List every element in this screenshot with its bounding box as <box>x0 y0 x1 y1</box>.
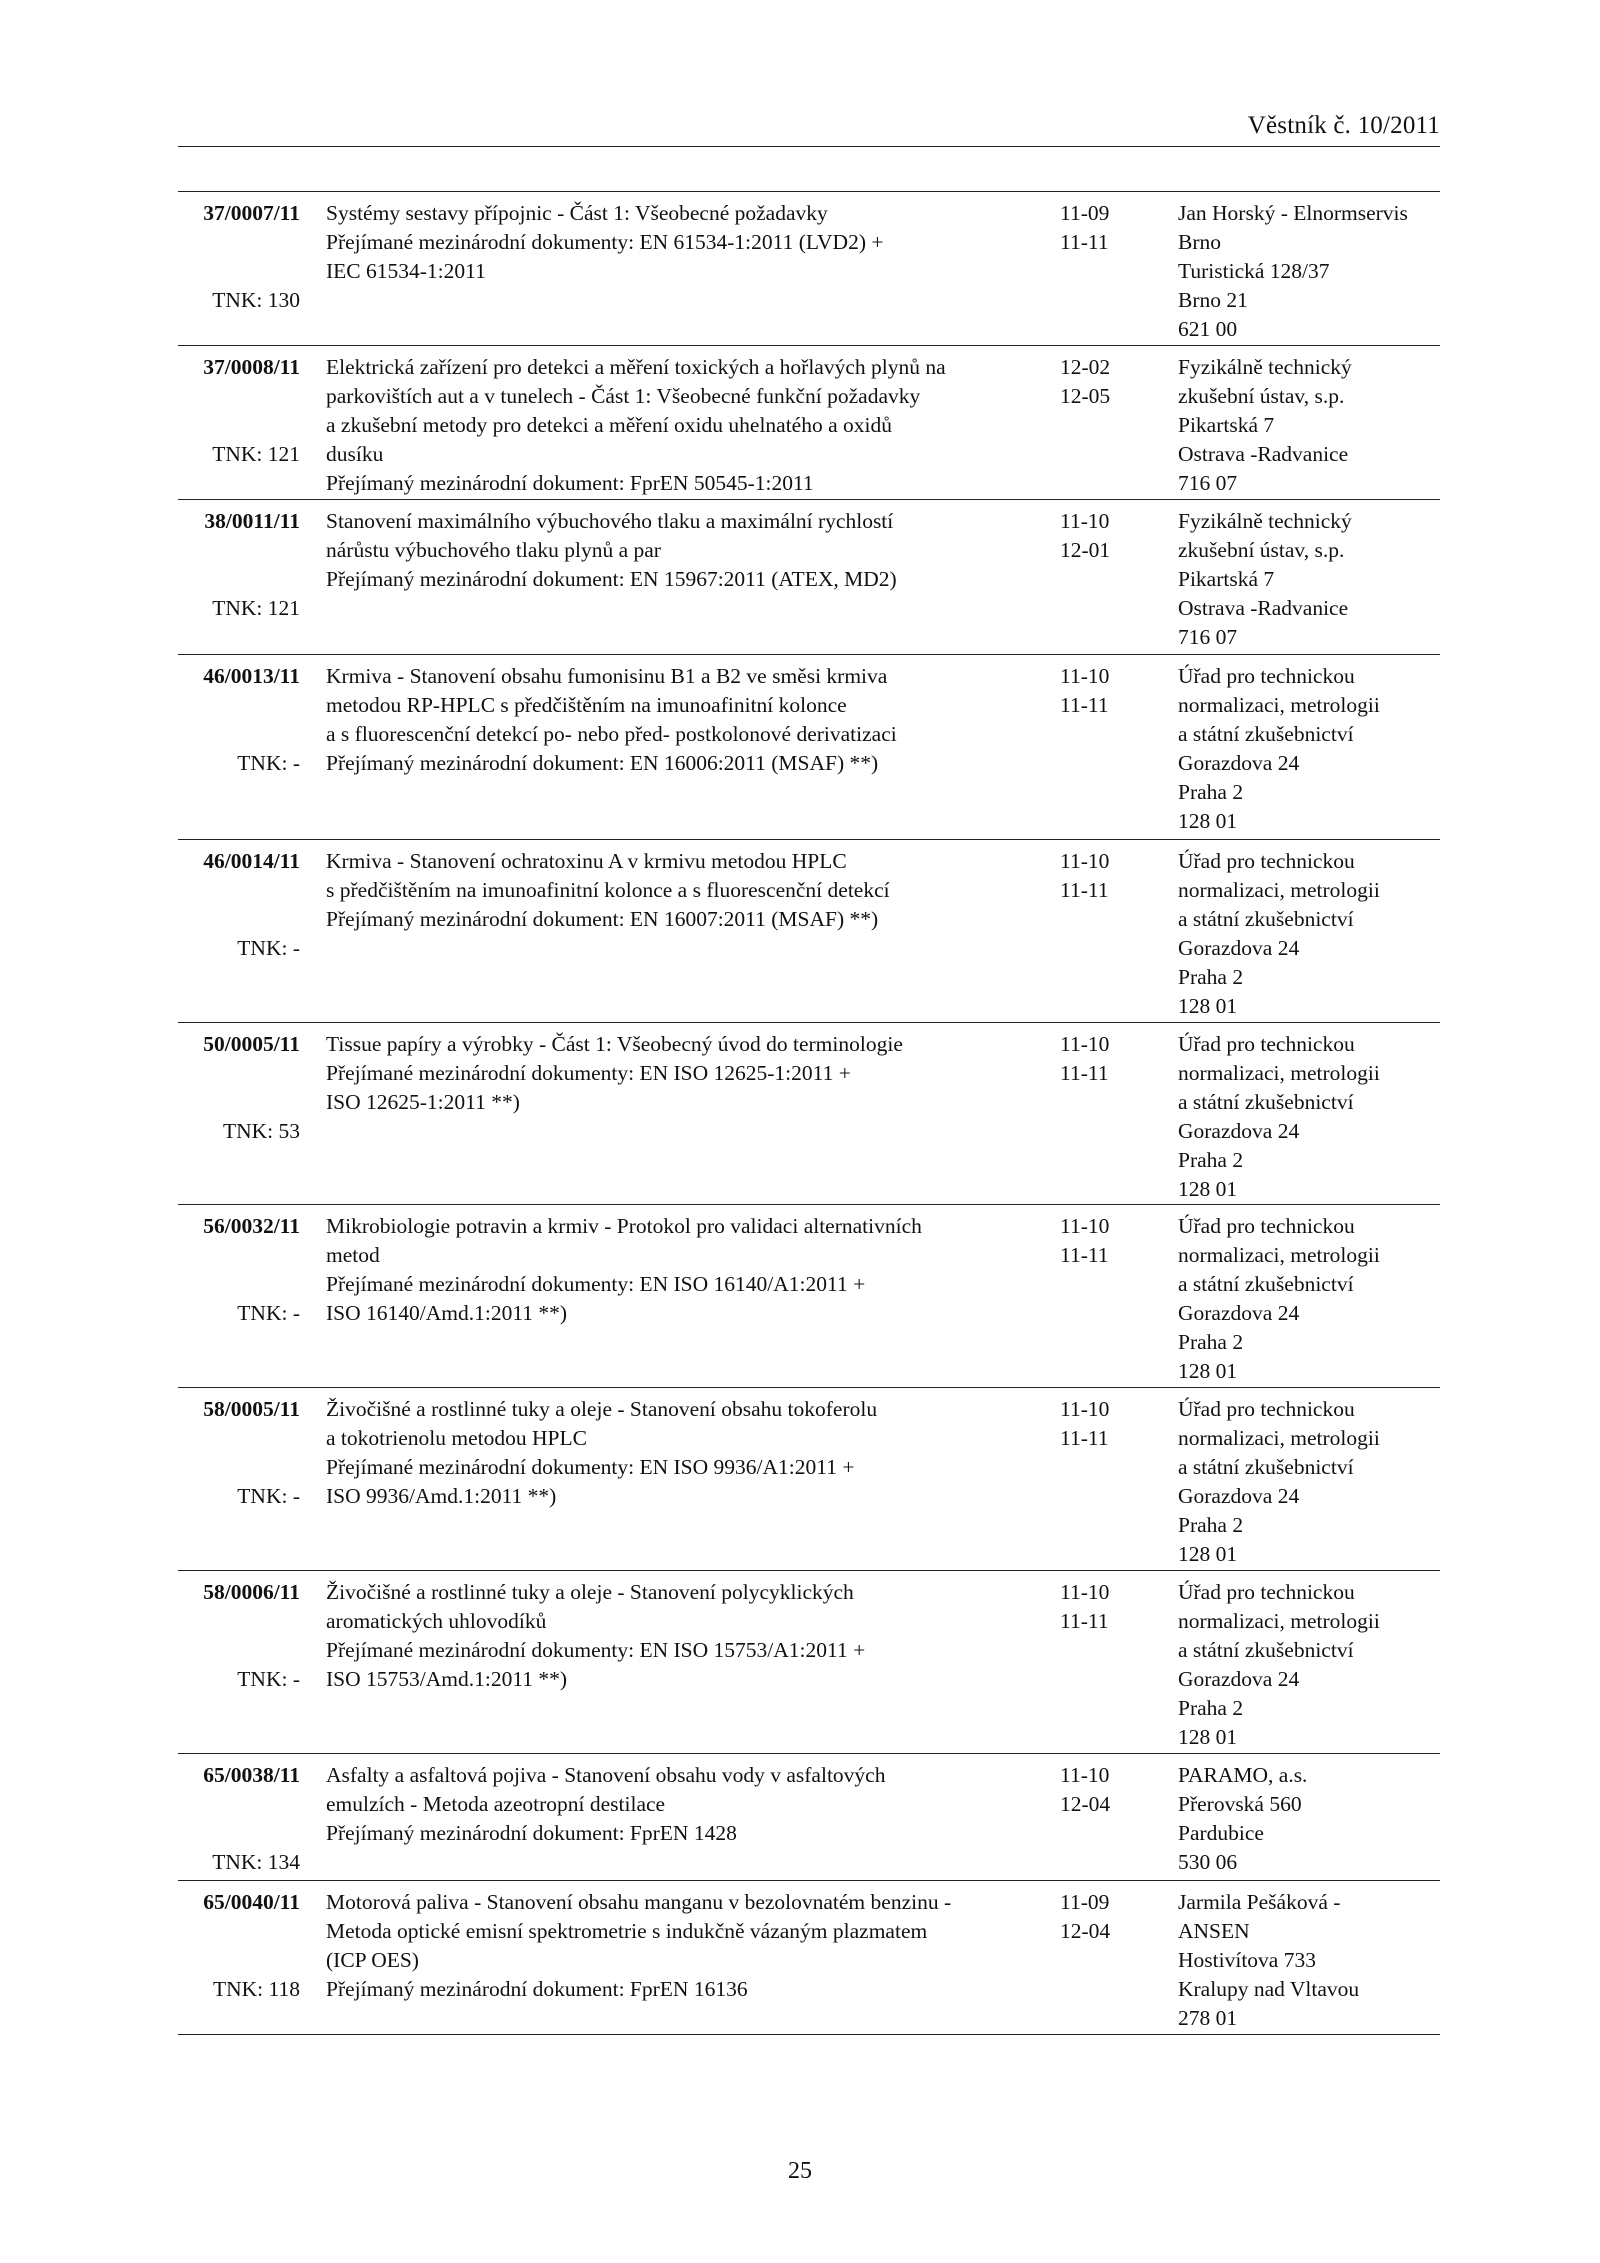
dates-cell <box>1060 662 1140 720</box>
tnk-label: TNK: - <box>237 936 300 960</box>
journal-title: Věstník č. 10/2011 <box>1247 112 1440 139</box>
title-line: Přejímaný mezinárodní dokument: FprEN 16136 <box>326 1977 748 2001</box>
address-line: Kralupy nad Vltavou <box>1178 1977 1360 2001</box>
address-line: 128 01 <box>1178 1177 1238 1201</box>
processor-address-cell <box>1178 1761 1440 1877</box>
dates-cell <box>1060 847 1140 905</box>
address-line: Praha 2 <box>1178 965 1244 989</box>
title-line: Přejímané mezinárodní dokumenty: EN 61534-1:2011 (LVD2) + <box>326 230 884 254</box>
date-line: 11-11 <box>1060 693 1109 717</box>
tnk-label: TNK: 121 <box>212 596 300 620</box>
title-line: IEC 61534-1:2011 <box>326 259 486 283</box>
table-row <box>178 1754 1440 1881</box>
address-line: 128 01 <box>1178 994 1238 1018</box>
tnk-label: TNK: 53 <box>222 1119 300 1143</box>
title-line: Krmiva - Stanovení ochratoxinu A v krmivu metodou HPLC <box>326 849 847 873</box>
address-line: normalizaci, metrologii <box>1178 878 1380 902</box>
record-number: 37/0007/11 <box>203 201 300 225</box>
table-row <box>178 500 1440 655</box>
address-line: Pikartská 7 <box>1178 567 1275 591</box>
address-line: Gorazdova 24 <box>1178 936 1300 960</box>
table-row <box>178 840 1440 1023</box>
address-line: Úřad pro technickou <box>1178 664 1355 688</box>
title-line: Metoda optické emisní spektrometrie s indukčně vázaným plazmatem <box>326 1919 928 1943</box>
date-line: 11-11 <box>1060 1426 1109 1450</box>
date-line: 11-11 <box>1060 1609 1109 1633</box>
title-line: Elektrická zařízení pro detekci a měření toxických a hořlavých plynů na <box>326 355 946 379</box>
title-line: metod <box>326 1243 380 1267</box>
address-line: Jan Horský - Elnormservis <box>1178 201 1408 225</box>
processor-address-cell <box>1178 507 1440 652</box>
address-line: ANSEN <box>1178 1919 1250 1943</box>
tnk-label: TNK: - <box>237 1301 300 1325</box>
date-line: 11-10 <box>1060 1580 1110 1604</box>
address-line: 621 00 <box>1178 317 1238 341</box>
record-id-cell <box>178 1030 300 1143</box>
record-number: 56/0032/11 <box>203 1214 300 1238</box>
title-line: Přejímané mezinárodní dokumenty: EN ISO 16140/A1:2011 + <box>326 1272 866 1296</box>
table-row <box>178 346 1440 500</box>
title-line: Přejímané mezinárodní dokumenty: EN ISO 12625-1:2011 + <box>326 1061 851 1085</box>
address-line: Gorazdova 24 <box>1178 1119 1300 1143</box>
address-line: Turistická 128/37 <box>1178 259 1330 283</box>
record-id-cell <box>178 1761 300 1874</box>
dates-cell <box>1060 1212 1140 1270</box>
date-line: 11-11 <box>1060 230 1109 254</box>
title-line: s předčištěním na imunoafinitní kolonce a s fluorescenční detekcí <box>326 878 890 902</box>
address-line: Úřad pro technickou <box>1178 1580 1355 1604</box>
processor-address-cell <box>1178 847 1440 1021</box>
title-line: ISO 16140/Amd.1:2011 **) <box>326 1301 568 1325</box>
record-id-cell <box>178 1888 300 2001</box>
processor-address-cell <box>1178 1888 1440 2033</box>
processor-address-cell <box>1178 1030 1440 1204</box>
title-line: a zkušební metody pro detekci a měření oxidu uhelnatého a oxidů <box>326 413 892 437</box>
address-line: Ostrava -Radvanice <box>1178 596 1349 620</box>
processor-address-cell <box>1178 353 1440 498</box>
title-line: ISO 12625-1:2011 **) <box>326 1090 520 1114</box>
address-line: Pardubice <box>1178 1821 1264 1845</box>
dates-cell <box>1060 1761 1140 1819</box>
address-line: 128 01 <box>1178 809 1238 833</box>
title-line: Motorová paliva - Stanovení obsahu manganu v bezolovnatém benzinu - <box>326 1890 952 1914</box>
title-line: emulzích - Metoda azeotropní destilace <box>326 1792 666 1816</box>
tnk-label: TNK: - <box>237 1667 300 1691</box>
date-line: 12-04 <box>1060 1792 1111 1816</box>
address-line: a státní zkušebnictví <box>1178 1638 1354 1662</box>
record-number: 37/0008/11 <box>203 355 300 379</box>
date-line: 11-10 <box>1060 1032 1110 1056</box>
date-line: 12-04 <box>1060 1919 1111 1943</box>
date-line: 11-11 <box>1060 1243 1109 1267</box>
processor-address-cell <box>1178 662 1440 836</box>
address-line: zkušební ústav, s.p. <box>1178 384 1345 408</box>
table-row <box>178 655 1440 840</box>
title-line: Krmiva - Stanovení obsahu fumonisinu B1 a B2 ve směsi krmiva <box>326 664 888 688</box>
address-line: 128 01 <box>1178 1359 1238 1383</box>
processor-address-cell <box>1178 199 1440 344</box>
address-line: Gorazdova 24 <box>1178 1484 1300 1508</box>
address-line: Praha 2 <box>1178 1148 1244 1172</box>
address-line: Fyzikálně technický <box>1178 509 1352 533</box>
date-line: 11-11 <box>1060 1061 1109 1085</box>
record-id-cell <box>178 507 300 620</box>
date-line: 11-10 <box>1060 1397 1110 1421</box>
tnk-label: TNK: 118 <box>213 1977 300 2001</box>
table-row <box>178 192 1440 346</box>
record-number: 65/0040/11 <box>203 1890 300 1914</box>
address-line: normalizaci, metrologii <box>1178 693 1380 717</box>
title-line: Asfalty a asfaltová pojiva - Stanovení obsahu vody v asfaltových <box>326 1763 886 1787</box>
record-number: 50/0005/11 <box>203 1032 300 1056</box>
address-line: 128 01 <box>1178 1542 1238 1566</box>
table-row <box>178 1023 1440 1205</box>
dates-cell <box>1060 1030 1140 1088</box>
address-line: PARAMO, a.s. <box>1178 1763 1308 1787</box>
processor-address-cell <box>1178 1395 1440 1569</box>
address-line: Úřad pro technickou <box>1178 1032 1355 1056</box>
record-number: 65/0038/11 <box>203 1763 300 1787</box>
address-line: Gorazdova 24 <box>1178 1301 1300 1325</box>
record-number: 46/0013/11 <box>203 664 300 688</box>
dates-cell <box>1060 1888 1140 1946</box>
record-id-cell <box>178 662 300 775</box>
title-line: a tokotrienolu metodou HPLC <box>326 1426 587 1450</box>
processor-address-cell <box>1178 1578 1440 1752</box>
address-line: Úřad pro technickou <box>1178 1214 1355 1238</box>
tnk-label: TNK: - <box>237 1484 300 1508</box>
address-line: 278 01 <box>1178 2006 1238 2030</box>
title-line: Živočišné a rostlinné tuky a oleje - Stanovení obsahu tokoferolu <box>326 1397 878 1421</box>
title-line: Přejímaný mezinárodní dokument: EN 15967:2011 (ATEX, MD2) <box>326 567 897 591</box>
date-line: 11-09 <box>1060 1890 1110 1914</box>
dates-cell <box>1060 1578 1140 1636</box>
date-line: 11-10 <box>1060 509 1110 533</box>
title-line: Živočišné a rostlinné tuky a oleje - Stanovení polycyklických <box>326 1580 854 1604</box>
title-line: Přejímaný mezinárodní dokument: EN 16007:2011 (MSAF) **) <box>326 907 879 931</box>
title-line: Tissue papíry a výrobky - Část 1: Všeobecný úvod do terminologie <box>326 1032 903 1056</box>
tnk-label: TNK: 130 <box>212 288 300 312</box>
date-line: 12-01 <box>1060 538 1111 562</box>
record-number: 46/0014/11 <box>203 849 300 873</box>
address-line: Pikartská 7 <box>1178 413 1275 437</box>
address-line: a státní zkušebnictví <box>1178 1272 1354 1296</box>
record-id-cell <box>178 1395 300 1508</box>
record-id-cell <box>178 199 300 312</box>
table-row <box>178 1205 1440 1388</box>
address-line: a státní zkušebnictví <box>1178 1455 1354 1479</box>
title-line: Přejímaný mezinárodní dokument: EN 16006:2011 (MSAF) **) <box>326 751 879 775</box>
record-number: 58/0005/11 <box>203 1397 300 1421</box>
dates-cell <box>1060 199 1140 257</box>
address-line: Gorazdova 24 <box>1178 1667 1300 1691</box>
title-line: aromatických uhlovodíků <box>326 1609 547 1633</box>
address-line: 128 01 <box>1178 1725 1238 1749</box>
tnk-label: TNK: - <box>237 751 300 775</box>
tnk-label: TNK: 121 <box>212 442 300 466</box>
title-line: ISO 9936/Amd.1:2011 **) <box>326 1484 557 1508</box>
record-id-cell <box>178 1212 300 1325</box>
title-line: a s fluorescenční detekcí po- nebo před- postkolonové derivatizaci <box>326 722 897 746</box>
address-line: 530 06 <box>1178 1850 1238 1874</box>
title-line: Mikrobiologie potravin a krmiv - Protokol pro validaci alternativních <box>326 1214 922 1238</box>
dates-cell <box>1060 353 1140 411</box>
address-line: a státní zkušebnictví <box>1178 722 1354 746</box>
date-line: 11-10 <box>1060 1763 1110 1787</box>
address-line: normalizaci, metrologii <box>1178 1426 1380 1450</box>
title-line: (ICP OES) <box>326 1948 419 1972</box>
title-line: ISO 15753/Amd.1:2011 **) <box>326 1667 568 1691</box>
address-line: Praha 2 <box>1178 1513 1244 1537</box>
address-line: Gorazdova 24 <box>1178 751 1300 775</box>
page-number: 25 <box>788 2158 812 2184</box>
address-line: 716 07 <box>1178 471 1238 495</box>
standards-table <box>178 191 1440 2035</box>
title-line: Stanovení maximálního výbuchového tlaku a maximální rychlostí <box>326 509 894 533</box>
address-line: Úřad pro technickou <box>1178 849 1355 873</box>
dates-cell <box>1060 1395 1140 1453</box>
address-line: a státní zkušebnictví <box>1178 1090 1354 1114</box>
address-line: Praha 2 <box>1178 1696 1244 1720</box>
address-line: Přerovská 560 <box>1178 1792 1302 1816</box>
date-line: 11-10 <box>1060 1214 1110 1238</box>
tnk-label: TNK: 134 <box>212 1850 300 1874</box>
address-line: normalizaci, metrologii <box>1178 1243 1380 1267</box>
title-line: Přejímaný mezinárodní dokument: FprEN 1428 <box>326 1821 737 1845</box>
title-line: nárůstu výbuchového tlaku plynů a par <box>326 538 661 562</box>
date-line: 12-02 <box>1060 355 1111 379</box>
record-id-cell <box>178 1578 300 1691</box>
dates-cell <box>1060 507 1140 565</box>
address-line: 716 07 <box>1178 625 1238 649</box>
processor-address-cell <box>1178 1212 1440 1386</box>
address-line: Brno 21 <box>1178 288 1248 312</box>
address-line: Praha 2 <box>1178 1330 1244 1354</box>
title-line: dusíku <box>326 442 384 466</box>
address-line: Ostrava -Radvanice <box>1178 442 1349 466</box>
address-line: normalizaci, metrologii <box>1178 1609 1380 1633</box>
record-number: 58/0006/11 <box>203 1580 300 1604</box>
title-line: Systémy sestavy přípojnic - Část 1: Všeobecné požadavky <box>326 201 828 225</box>
date-line: 11-10 <box>1060 664 1110 688</box>
record-id-cell <box>178 353 300 466</box>
title-line: Přejímané mezinárodní dokumenty: EN ISO 9936/A1:2011 + <box>326 1455 855 1479</box>
date-line: 11-10 <box>1060 849 1110 873</box>
title-line: Přejímané mezinárodní dokumenty: EN ISO 15753/A1:2011 + <box>326 1638 866 1662</box>
address-line: Hostivítova 733 <box>1178 1948 1316 1972</box>
record-id-cell <box>178 847 300 960</box>
title-line: metodou RP-HPLC s předčištěním na imunoafinitní kolonce <box>326 693 847 717</box>
address-line: Fyzikálně technický <box>1178 355 1352 379</box>
record-number: 38/0011/11 <box>204 509 300 533</box>
address-line: Jarmila Pešáková - <box>1178 1890 1341 1914</box>
table-row <box>178 1388 1440 1571</box>
date-line: 11-09 <box>1060 201 1110 225</box>
address-line: zkušební ústav, s.p. <box>1178 538 1345 562</box>
date-line: 11-11 <box>1060 878 1109 902</box>
table-row <box>178 1881 1440 2035</box>
address-line: a státní zkušebnictví <box>1178 907 1354 931</box>
title-line: Přejímaný mezinárodní dokument: FprEN 50545-1:2011 <box>326 471 814 495</box>
title-line: parkovištích aut a v tunelech - Část 1: Všeobecné funkční požadavky <box>326 384 921 408</box>
address-line: Brno <box>1178 230 1221 254</box>
address-line: normalizaci, metrologii <box>1178 1061 1380 1085</box>
address-line: Úřad pro technickou <box>1178 1397 1355 1421</box>
table-row <box>178 1571 1440 1754</box>
address-line: Praha 2 <box>1178 780 1244 804</box>
date-line: 12-05 <box>1060 384 1111 408</box>
page-header <box>178 110 1440 147</box>
